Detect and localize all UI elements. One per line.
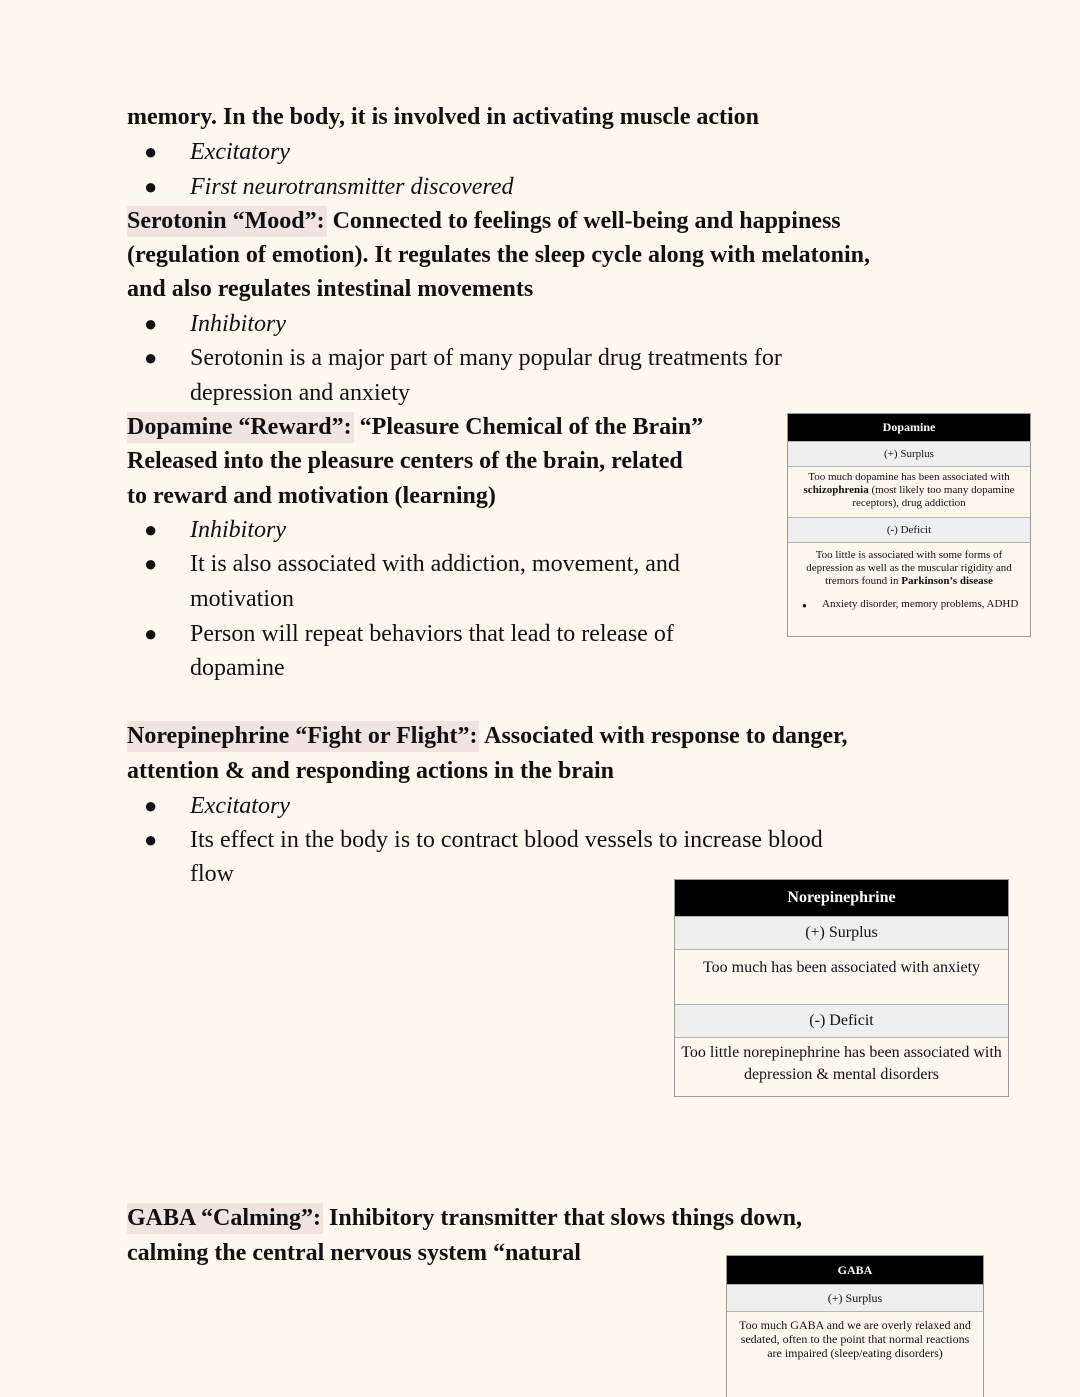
dopamine-surplus-text-a: Too much dopamine has been associated with xyxy=(808,471,1010,483)
serotonin-bullet-inhibitory: Inhibitory xyxy=(190,311,286,337)
serotonin-desc-3: and also regulates intestinal movements xyxy=(127,276,534,302)
serotonin-desc-2: (regulation of emotion). It regulates the sleep cycle along with melatonin, xyxy=(127,242,871,268)
norepinephrine-table-header: Norepinephrine xyxy=(675,880,1008,916)
gaba-desc-1: Inhibitory transmitter that slows things down, xyxy=(323,1205,802,1231)
dopamine-deficit-text xyxy=(788,543,1030,592)
bullet-dot: ● xyxy=(144,517,158,542)
dopamine-bullet-addiction-2: motivation xyxy=(190,586,294,612)
gaba-desc-2: calming the central nervous system “natural xyxy=(127,1240,581,1266)
norepinephrine-surplus-label: (+) Surplus xyxy=(675,916,1008,950)
intro-bullet-first-discovered: First neurotransmitter discovered xyxy=(190,174,514,200)
dopamine-desc-2: Released into the pleasure centers of the brain, related xyxy=(127,448,683,474)
norepinephrine-desc-2: attention & and responding actions in the brain xyxy=(127,758,614,784)
bullet-dot: ● xyxy=(144,827,158,852)
norepinephrine-deficit-label: (-) Deficit xyxy=(675,1004,1008,1038)
intro-line: memory. In the body, it is involved in activating muscle action xyxy=(127,104,760,130)
dopamine-table xyxy=(787,413,1031,637)
dopamine-desc-1: “Pleasure Chemical of the Brain” xyxy=(353,414,704,440)
dopamine-deficit-label: (-) Deficit xyxy=(788,517,1030,543)
bullet-dot: ● xyxy=(144,345,158,370)
intro-bullet-excitatory: Excitatory xyxy=(190,139,290,165)
dopamine-deficit-list xyxy=(788,592,1030,611)
bullet-dot: ● xyxy=(144,551,158,576)
gaba-table-header: GABA xyxy=(727,1256,983,1284)
norepinephrine-bullet-excitatory: Excitatory xyxy=(190,793,290,819)
dopamine-surplus-label: (+) Surplus xyxy=(788,441,1030,467)
dopamine-surplus-text-b: (most likely too many dopamine receptors), drug addiction xyxy=(852,484,1015,509)
dopamine-parkinsons: Parkinson’s disease xyxy=(901,575,993,587)
gaba-surplus-label: (+) Surplus xyxy=(727,1284,983,1312)
dopamine-bullet-repeat-2: dopamine xyxy=(190,655,285,681)
bullet-dot: ● xyxy=(144,139,158,164)
dopamine-heading xyxy=(127,410,703,444)
dopamine-surplus-text xyxy=(788,467,1030,517)
dopamine-bullet-inhibitory: Inhibitory xyxy=(190,517,286,543)
dopamine-title: Dopamine “Reward”: xyxy=(127,412,354,443)
bullet-dot: ● xyxy=(144,621,158,646)
norepinephrine-deficit-text: Too little norepinephrine has been associated with depression & mental disorders xyxy=(681,1044,1002,1083)
gaba-title: GABA “Calming”: xyxy=(127,1203,323,1234)
dopamine-deficit-bullet: ● Anxiety disorder, memory problems, ADHD xyxy=(800,598,1020,611)
dopamine-bullet-addiction-1: It is also associated with addiction, movement, and xyxy=(190,551,680,577)
gaba-surplus-text: Too much GABA and we are overly relaxed and sedated, often to the point that normal reactions are impaired (sleep/eating disorders) xyxy=(739,1318,971,1360)
norepinephrine-heading xyxy=(127,719,847,753)
norepinephrine-table xyxy=(674,879,1009,1097)
norepinephrine-surplus-text: Too much has been associated with anxiety xyxy=(702,959,981,976)
dopamine-schizophrenia: schizophrenia xyxy=(803,484,869,496)
norepinephrine-title: Norepinephrine “Fight or Flight”: xyxy=(127,721,479,752)
serotonin-bullet-drug-2: depression and anxiety xyxy=(190,380,410,406)
norepinephrine-bullet-blood-1: Its effect in the body is to contract blood vessels to increase blood xyxy=(190,827,823,853)
bullet-dot: ● xyxy=(144,311,158,336)
serotonin-desc-1: Connected to feelings of well-being and happiness xyxy=(326,208,841,234)
gaba-table xyxy=(726,1255,984,1397)
serotonin-title: Serotonin “Mood”: xyxy=(127,206,327,237)
serotonin-heading xyxy=(127,204,841,238)
bullet-dot: ● xyxy=(144,174,158,199)
serotonin-bullet-drug-1: Serotonin is a major part of many popular drug treatments for xyxy=(190,345,782,371)
dopamine-bullet-repeat-1: Person will repeat behaviors that lead to release of xyxy=(190,621,674,647)
dopamine-table-header: Dopamine xyxy=(788,414,1030,441)
dopamine-deficit-text-a: Too little is associated with some forms of depression as well as the muscular rigidity and tremors found in xyxy=(806,549,1012,587)
dopamine-desc-3: to reward and motivation (learning) xyxy=(127,483,496,509)
norepinephrine-desc-1: Associated with response to danger, xyxy=(479,723,848,749)
gaba-heading xyxy=(127,1201,802,1235)
norepinephrine-bullet-blood-2: flow xyxy=(190,861,234,887)
bullet-dot: ● xyxy=(144,793,158,818)
